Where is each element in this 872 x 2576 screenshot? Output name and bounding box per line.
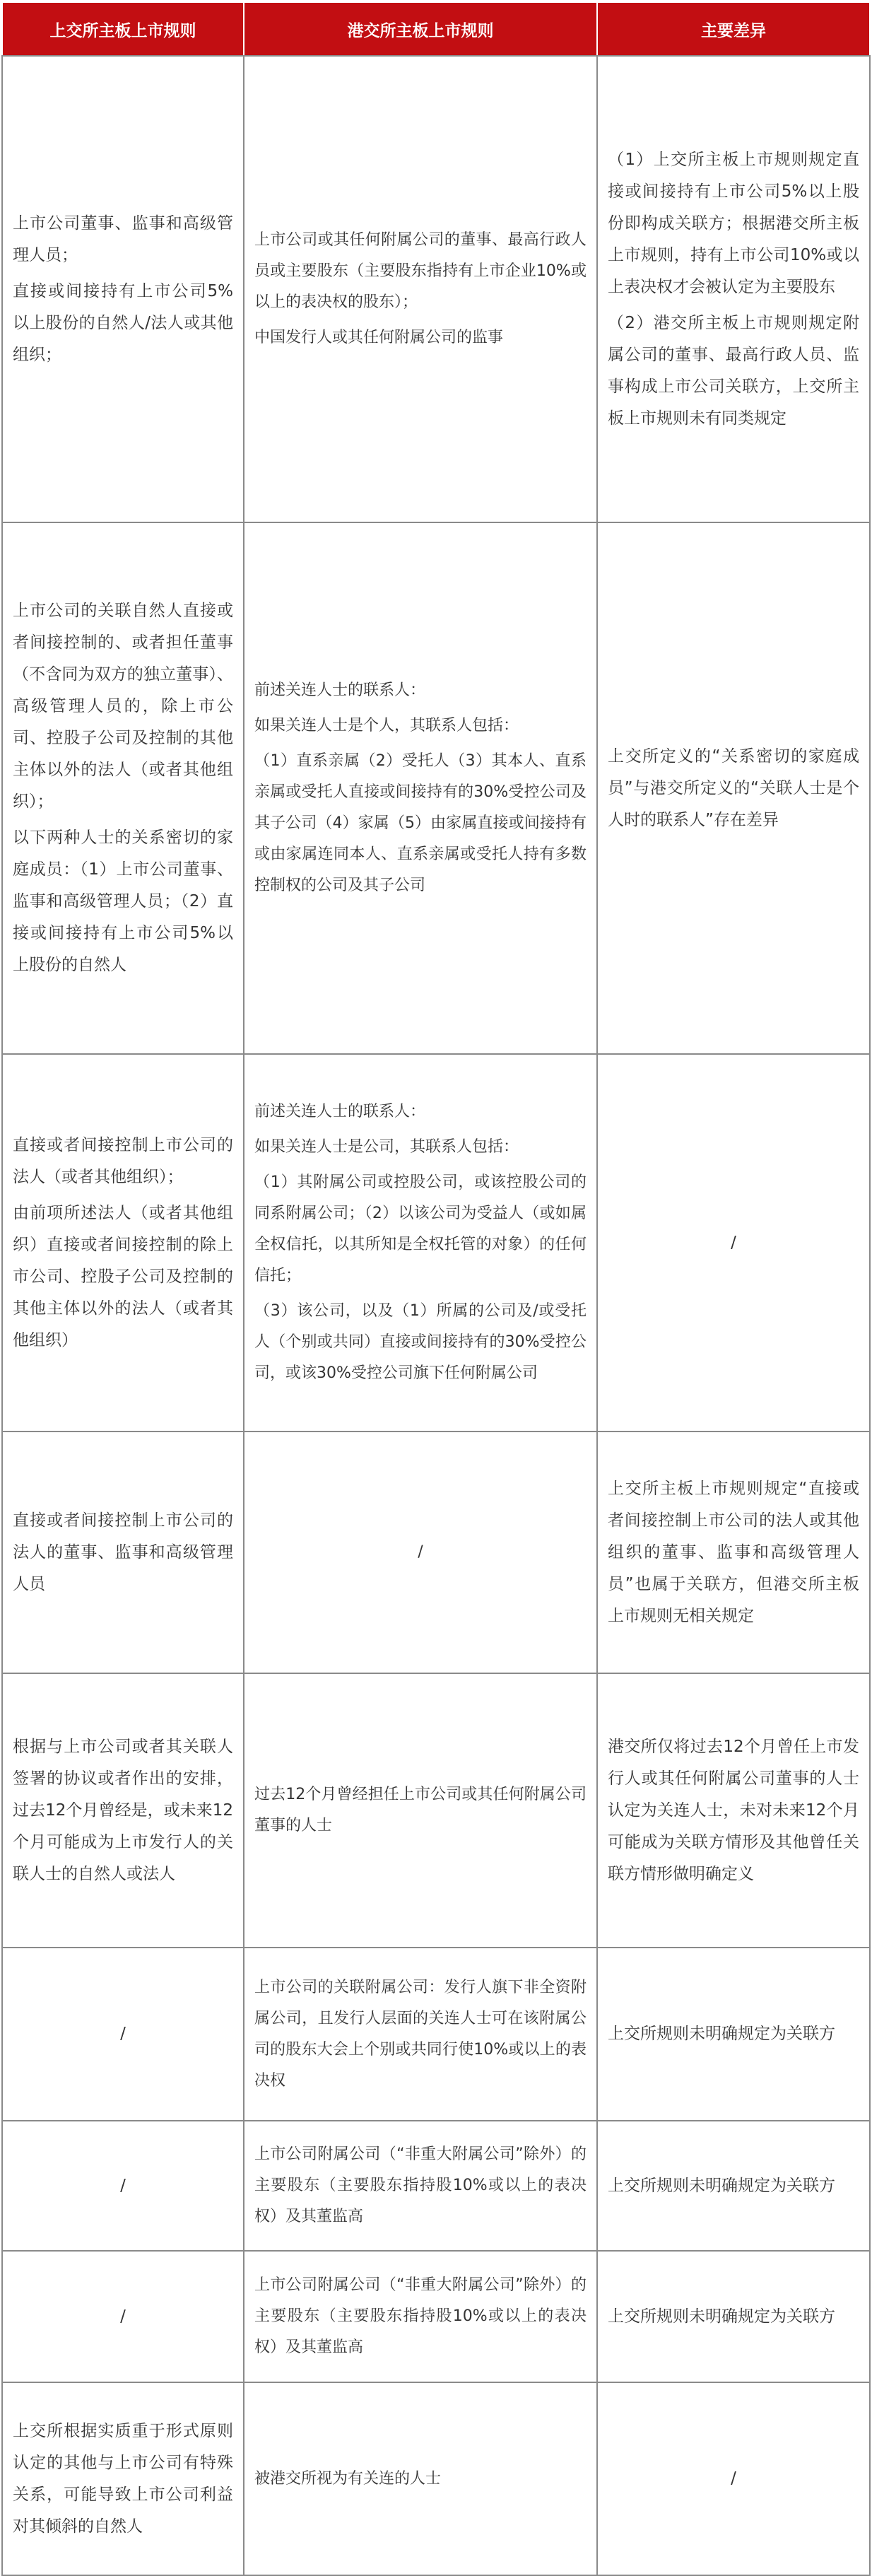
cell-paragraph: 上交所规则未明确规定为关联方 xyxy=(608,2307,835,2326)
sse-rule-cell xyxy=(2,2121,244,2251)
cell-paragraph: 直接或者间接控制上市公司的法人的董事、监事和高级管理人员 xyxy=(13,1511,233,1593)
hkex-rule-cell xyxy=(244,2121,597,2251)
table-row xyxy=(2,1054,870,1432)
sse-rule-cell xyxy=(2,1432,244,1673)
cell-paragraph: 上市公司或其任何附属公司的董事、最高行政人员或主要股东（主要股东指持有上市企业10%或以上的表决权的股东）； xyxy=(254,231,587,311)
hkex-rule-cell xyxy=(244,1673,597,1948)
difference-cell xyxy=(597,56,870,522)
cell-paragraph: 上市公司的关联附属公司：发行人旗下非全资附属公司，且发行人层面的关连人士可在该附属公司的股东大会上个别或共同行使10%或以上的表决权 xyxy=(254,1978,587,2090)
difference-cell xyxy=(597,1432,870,1673)
cell-paragraph: （1）其附属公司或控股公司，或该控股公司的同系附属公司；（2）以该公司为受益人（或如属全权信托，以其所知是全权托管的对象）的任何信托； xyxy=(254,1173,587,1284)
cell-paragraph: （3）该公司，以及（1）所属的公司及/或受托人（个别或共同）直接或间接持有的30%受控公司，或该30%受控公司旗下任何附属公司 xyxy=(254,1302,587,1382)
cell-paragraph: 以下两种人士的关系密切的家庭成员：（1）上市公司董事、监事和高级管理人员；（2）直接或间接持有上市公司5%以上股份的自然人 xyxy=(13,829,233,974)
table-row xyxy=(2,2121,870,2251)
cell-paragraph: / xyxy=(120,2176,126,2195)
cell-paragraph: / xyxy=(731,1233,736,1252)
cell-paragraph: / xyxy=(120,2025,126,2043)
cell-paragraph: （1）上交所主板上市规则规定直接或间接持有上市公司5%以上股份即构成关联方；根据港交所主板上市规则，持有上市公司10%或以上表决权才会被认定为主要股东 xyxy=(608,150,859,296)
difference-cell xyxy=(597,1054,870,1432)
cell-paragraph: 上交所定义的“关系密切的家庭成员”与港交所定义的“关联人士是个人时的联系人”存在差异 xyxy=(608,747,859,829)
cell-paragraph: 上市公司的关联自然人直接或者间接控制的、或者担任董事（不含同为双方的独立董事）、高级管理人员的，除上市公司、控股子公司及控制的其他主体以外的法人（或者其他组织）； xyxy=(13,602,233,811)
cell-paragraph: 直接或者间接控制上市公司的法人（或者其他组织）； xyxy=(13,1135,233,1186)
hkex-rule-cell xyxy=(244,2251,597,2382)
cell-paragraph: 前述关连人士的联系人： xyxy=(254,1103,426,1120)
cell-paragraph: 上交所规则未明确规定为关联方 xyxy=(608,2025,835,2043)
cell-paragraph: 根据与上市公司或者其关联人签署的协议或者作出的安排，过去12个月曾经是，或未来12个月可能成为上市发行人的关联人士的自然人或法人 xyxy=(13,1737,233,1883)
sse-rule-cell xyxy=(2,56,244,522)
header-sse-rules: 上交所主板上市规则 xyxy=(2,2,244,56)
difference-cell xyxy=(597,2251,870,2382)
cell-paragraph: / xyxy=(418,1543,423,1561)
cell-paragraph: 直接或间接持有上市公司5%以上股份的自然人/法人或其他组织； xyxy=(13,281,233,364)
header-hkex-rules: 港交所主板上市规则 xyxy=(244,2,597,56)
hkex-rule-cell xyxy=(244,2382,597,2575)
table-row xyxy=(2,1948,870,2121)
difference-cell xyxy=(597,2382,870,2575)
cell-paragraph: （2）港交所主板上市规则规定附属公司的董事、最高行政人员、监事构成上市公司关联方，上交所主板上市规则未有同类规定 xyxy=(608,313,859,428)
cell-paragraph: 由前项所述法人（或者其他组织）直接或者间接控制的除上市公司、控股子公司及控制的其他主体以外的法人（或者其他组织） xyxy=(13,1203,233,1350)
table-row xyxy=(2,522,870,1054)
cell-paragraph: 如果关连人士是公司，其联系人包括： xyxy=(254,1138,519,1156)
hkex-rule-cell xyxy=(244,522,597,1054)
cell-paragraph: 中国发行人或其任何附属公司的监事 xyxy=(254,329,504,346)
table-row xyxy=(2,2382,870,2575)
cell-paragraph: （1）直系亲属（2）受托人（3）其本人、直系亲属或受托人直接或间接持有的30%受控公司及其子公司（4）家属（5）由家属直接或间接持有或由家属连同本人、直系亲属或受托人持有多数控制权的公司及其子公司 xyxy=(254,752,587,894)
hkex-rule-cell xyxy=(244,1054,597,1432)
cell-paragraph: 上市公司附属公司（“非重大附属公司”除外）的主要股东（主要股东指持股10%或以上的表决权）及其董监高 xyxy=(254,2145,587,2225)
sse-rule-cell xyxy=(2,1948,244,2121)
cell-paragraph: 上交所主板上市规则规定“直接或者间接控制上市公司的法人或其他组织的董事、监事和高级管理人员”也属于关联方，但港交所主板上市规则无相关规定 xyxy=(608,1479,859,1625)
cell-paragraph: 如果关连人士是个人，其联系人包括： xyxy=(254,717,519,734)
table-row xyxy=(2,56,870,522)
hkex-rule-cell xyxy=(244,1948,597,2121)
cell-paragraph: 上交所规则未明确规定为关联方 xyxy=(608,2176,835,2195)
sse-rule-cell xyxy=(2,2382,244,2575)
cell-paragraph: 上市公司附属公司（“非重大附属公司”除外）的主要股东（主要股东指持股10%或以上的表决权）及其董监高 xyxy=(254,2276,587,2356)
table-header-row xyxy=(2,2,870,56)
sse-rule-cell xyxy=(2,1054,244,1432)
sse-rule-cell xyxy=(2,2251,244,2382)
cell-paragraph: 港交所仅将过去12个月曾任上市发行人或其任何附属公司董事的人士认定为关连人士，未对未来12个月可能成为关联方情形及其他曾任关联方情形做明确定义 xyxy=(608,1737,859,1883)
table-row xyxy=(2,1673,870,1948)
hkex-rule-cell xyxy=(244,56,597,522)
hkex-rule-cell xyxy=(244,1432,597,1673)
cell-paragraph: 上市公司董事、监事和高级管理人员； xyxy=(13,213,233,264)
cell-paragraph: / xyxy=(731,2469,736,2488)
cell-paragraph: 过去12个月曾经担任上市公司或其任何附属公司董事的人士 xyxy=(254,1786,587,1834)
rules-comparison-table xyxy=(1,1,871,2576)
cell-paragraph: 上交所根据实质重于形式原则认定的其他与上市公司有特殊关系，可能导致上市公司利益对其倾斜的自然人 xyxy=(13,2421,233,2536)
sse-rule-cell xyxy=(2,522,244,1054)
cell-paragraph: 前述关连人士的联系人： xyxy=(254,681,426,699)
difference-cell xyxy=(597,1673,870,1948)
difference-cell xyxy=(597,522,870,1054)
header-main-differences: 主要差异 xyxy=(597,2,870,56)
sse-rule-cell xyxy=(2,1673,244,1948)
cell-paragraph: / xyxy=(120,2307,126,2326)
table-row xyxy=(2,1432,870,1673)
difference-cell xyxy=(597,1948,870,2121)
difference-cell xyxy=(597,2121,870,2251)
cell-paragraph: 被港交所视为有关连的人士 xyxy=(254,2469,442,2488)
table-row xyxy=(2,2251,870,2382)
